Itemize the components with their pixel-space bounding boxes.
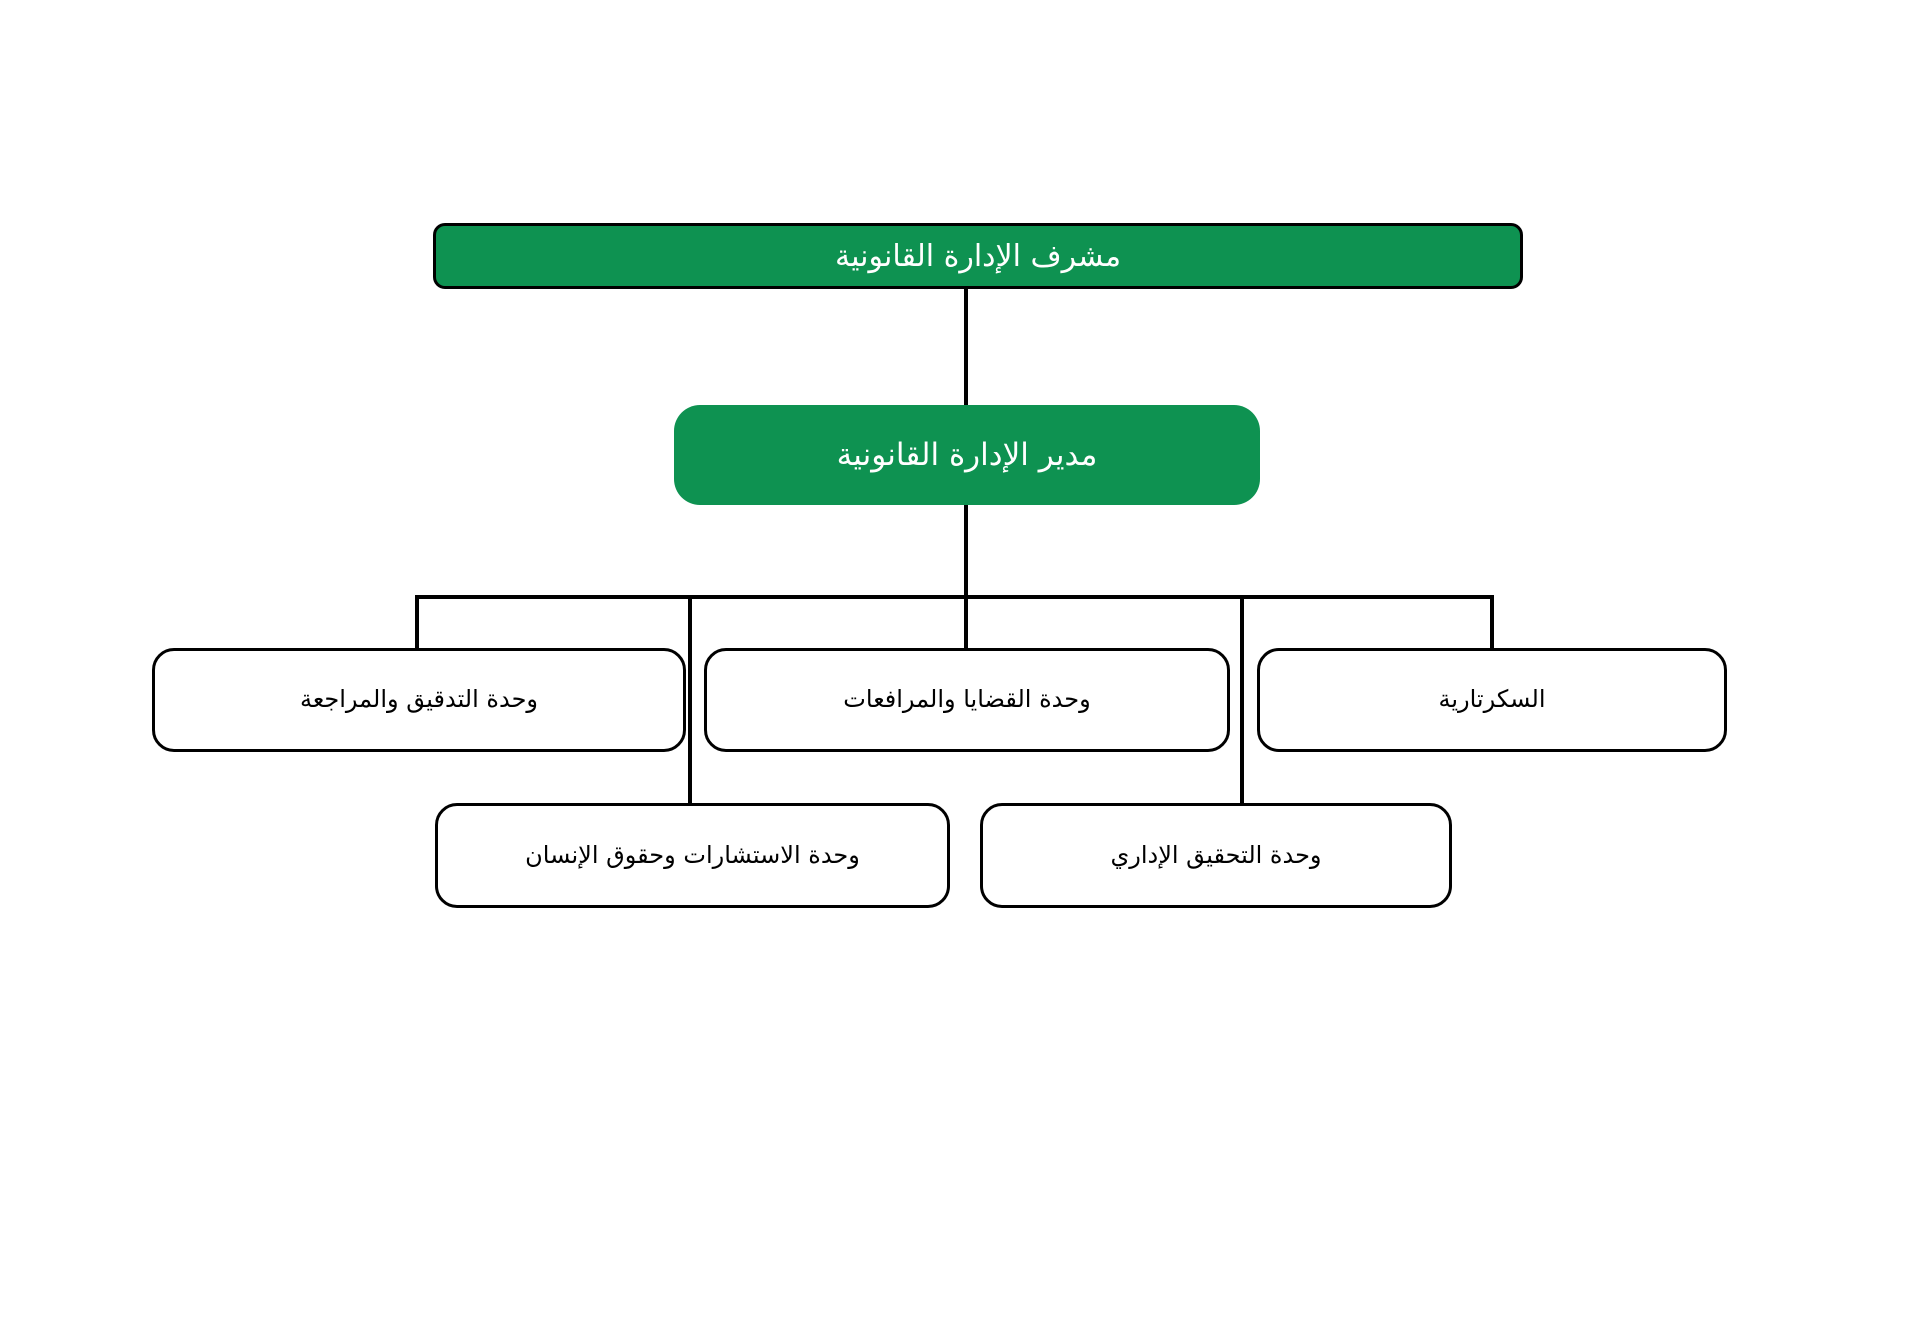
org-node-cases-litigation-unit-label: وحدة القضايا والمرافعات: [843, 685, 1091, 714]
connector-horizontal-rail: [415, 595, 1494, 599]
connector-director-rail: [964, 505, 968, 599]
connector-drop-secretariat: [1490, 595, 1494, 651]
connector-drop-consultations-unit: [688, 595, 692, 806]
org-node-legal-admin-supervisor: [433, 223, 1523, 289]
org-node-consultations-human-rights-unit-label: وحدة الاستشارات وحقوق الإنسان: [525, 840, 860, 869]
org-node-legal-admin-supervisor-label: مشرف الإدارة القانونية: [834, 238, 1122, 274]
org-node-secretariat: [1257, 648, 1727, 752]
connector-supervisor-director: [964, 289, 968, 407]
org-node-legal-admin-director-label: مدير الإدارة القانونية: [836, 436, 1098, 473]
org-node-audit-review-unit-label: وحدة التدقيق والمراجعة: [299, 685, 539, 714]
org-node-secretariat-label: السكرتارية: [1438, 685, 1546, 714]
org-node-consultations-human-rights-unit: [435, 803, 950, 908]
org-node-legal-admin-director: [674, 405, 1260, 505]
org-node-admin-investigation-unit: [980, 803, 1452, 908]
connector-drop-audit-unit: [415, 595, 419, 651]
org-node-admin-investigation-unit-label: وحدة التحقيق الإداري: [1110, 840, 1322, 869]
org-node-cases-litigation-unit: [704, 648, 1230, 752]
connector-drop-cases-unit: [964, 595, 968, 651]
org-node-audit-review-unit: [152, 648, 686, 752]
connector-drop-investigation-unit: [1240, 595, 1244, 806]
